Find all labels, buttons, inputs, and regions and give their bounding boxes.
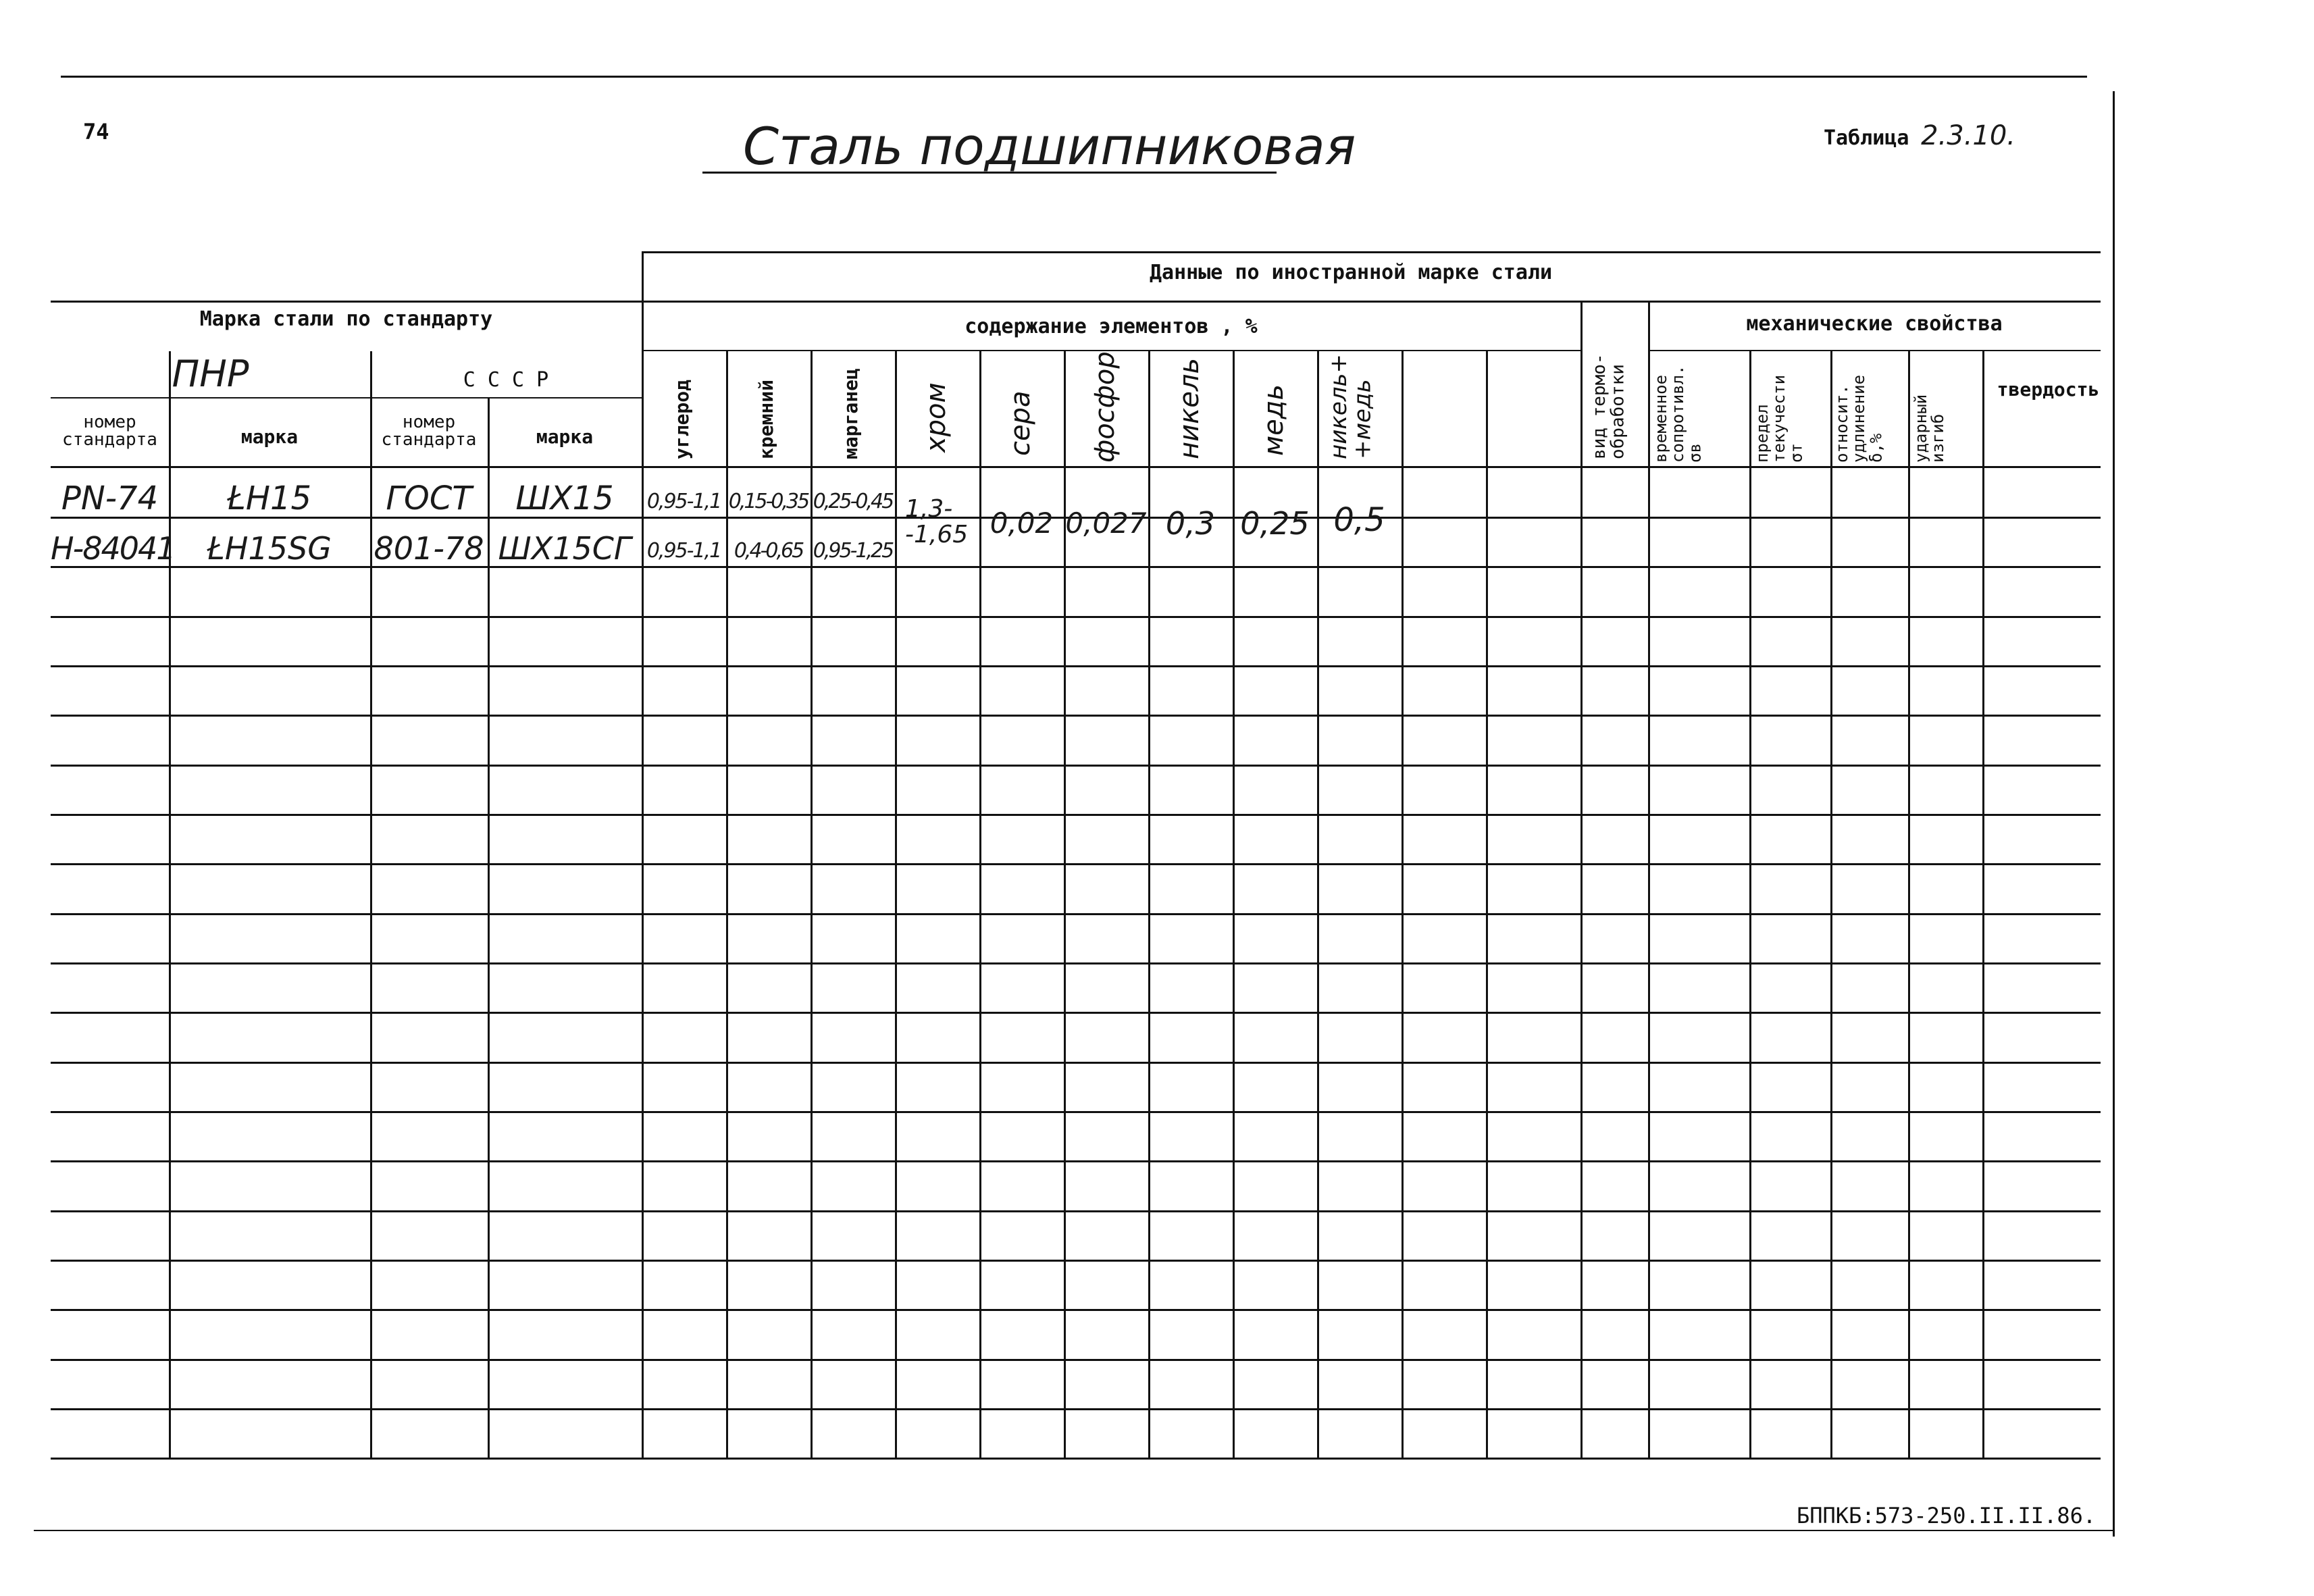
chrome-value: 1,3- -1,65 xyxy=(905,495,969,548)
grade-header-1: марка xyxy=(240,426,299,448)
carbon-header: углерод xyxy=(671,379,693,459)
col-line-d xyxy=(642,251,644,1459)
std-ussr-cell: 801-78 xyxy=(374,530,484,567)
std-ussr-cell: ГОСТ xyxy=(386,480,472,517)
elongation-header: относит. удлинение δ,% xyxy=(1832,374,1886,463)
carbon-cell: 0,95-1,1 xyxy=(646,539,721,563)
silicon-cell: 0,4-0,65 xyxy=(734,539,803,563)
row-line-3 xyxy=(51,616,2101,618)
std-pnr-cell: PN-74 xyxy=(61,480,159,517)
row-line-13 xyxy=(51,1111,2101,1113)
row-line-7 xyxy=(51,814,2101,816)
grade-ussr-cell: ШХ15 xyxy=(515,480,614,517)
table-top-line xyxy=(642,251,2101,253)
grade-pnr-cell: ŁH15SG xyxy=(207,530,332,567)
phosphorus-value: 0,027 xyxy=(1065,507,1147,540)
hardness-header: твердость xyxy=(1997,378,2100,401)
ussr-header: С С С Р xyxy=(463,368,549,392)
col-line-a xyxy=(169,351,171,1459)
silicon-cell: 0,15-0,35 xyxy=(728,490,808,513)
table-caption xyxy=(1824,120,2015,151)
row-line-18 xyxy=(51,1359,2101,1361)
header-line-1 xyxy=(51,301,2101,303)
footer-line xyxy=(34,1530,2114,1531)
carbon-cell: 0,95-1,1 xyxy=(646,490,721,513)
row-line-4 xyxy=(51,665,2101,667)
row-line-12 xyxy=(51,1062,2101,1064)
chrome-header: хром xyxy=(921,382,952,453)
nickel-value: 0,3 xyxy=(1165,505,1216,542)
sulfur-value: 0,02 xyxy=(989,507,1054,540)
impact-header: ударный изгиб xyxy=(1911,394,1948,463)
manganese-header: марганец xyxy=(840,368,862,459)
header-bottom-line xyxy=(51,466,2101,468)
col-line-g xyxy=(895,351,897,1459)
header-line-countries xyxy=(51,397,642,398)
row-line-19 xyxy=(51,1408,2101,1410)
row-line-16 xyxy=(51,1260,2101,1262)
row-line-17 xyxy=(51,1309,2101,1311)
row-line-14 xyxy=(51,1160,2101,1162)
row-line-10 xyxy=(51,962,2101,964)
grade-pnr-cell: ŁH15 xyxy=(227,480,312,517)
col-line-m xyxy=(1402,351,1404,1459)
phosphorus-header: фосфор xyxy=(1089,351,1121,463)
copper-header: медь xyxy=(1258,384,1289,456)
table-label: Таблица xyxy=(1824,126,1909,150)
manganese-cell: 0,25-0,45 xyxy=(813,490,893,513)
nickel-header: никель xyxy=(1174,357,1205,459)
manganese-cell: 0,95-1,25 xyxy=(813,539,893,563)
col-line-s xyxy=(1908,351,1910,1459)
col-line-o xyxy=(1580,301,1583,1459)
table-bottom-line xyxy=(51,1458,2101,1460)
grade-header-2: марка xyxy=(536,426,594,448)
col-line-e xyxy=(726,351,728,1459)
page-title: Сталь подшипниковая xyxy=(743,116,1356,176)
col-line-p xyxy=(1648,301,1650,1459)
row-line-15 xyxy=(51,1210,2101,1212)
tensile-header: временное сопротивл. σв xyxy=(1651,365,1705,463)
row-line-11 xyxy=(51,1012,2101,1014)
pnr-header: ПНР xyxy=(172,353,249,395)
sulfur-header: сера xyxy=(1005,390,1036,456)
mechanical-header: механические свойства xyxy=(1746,312,2003,336)
grade-ussr-cell: ШХ15СГ xyxy=(498,530,632,567)
elements-header: содержание элементов , % xyxy=(965,315,1258,338)
col-line-n xyxy=(1486,351,1488,1459)
title-underline xyxy=(702,172,1277,174)
footer-code: БППКБ:573-250.II.II.86. xyxy=(1797,1503,2097,1528)
std-number-header-2: номер стандарта xyxy=(381,412,477,450)
col-line-r xyxy=(1830,351,1832,1459)
col-line-f xyxy=(811,351,813,1459)
right-border-line xyxy=(2113,91,2115,1537)
foreign-data-header: Данные по иностранной марке стали xyxy=(1149,261,1553,284)
silicon-header: кремний xyxy=(755,379,777,459)
col-line-b xyxy=(370,351,372,1459)
nickel-copper-header: никель+ +медь xyxy=(1325,353,1377,459)
row-line-8 xyxy=(51,863,2101,865)
yield-header: предел текучести σт xyxy=(1753,374,1806,463)
nickel-copper-value: 0,5 xyxy=(1333,501,1385,539)
heat-treatment-header: вид термо- обработки xyxy=(1589,353,1628,459)
table-number: 2.3.10. xyxy=(1921,120,2016,151)
copper-value: 0,25 xyxy=(1240,505,1310,542)
standard-grade-header: Марка стали по стандарту xyxy=(199,307,493,331)
std-number-header-1: номер стандарта xyxy=(62,412,157,450)
std-pnr-cell: H-84041 xyxy=(51,530,175,567)
page-number: 74 xyxy=(83,119,109,145)
row-line-9 xyxy=(51,913,2101,915)
row-line-6 xyxy=(51,765,2101,767)
top-border-line xyxy=(61,76,2087,78)
row-line-5 xyxy=(51,715,2101,717)
col-line-q xyxy=(1749,351,1751,1459)
col-line-t xyxy=(1982,351,1984,1459)
